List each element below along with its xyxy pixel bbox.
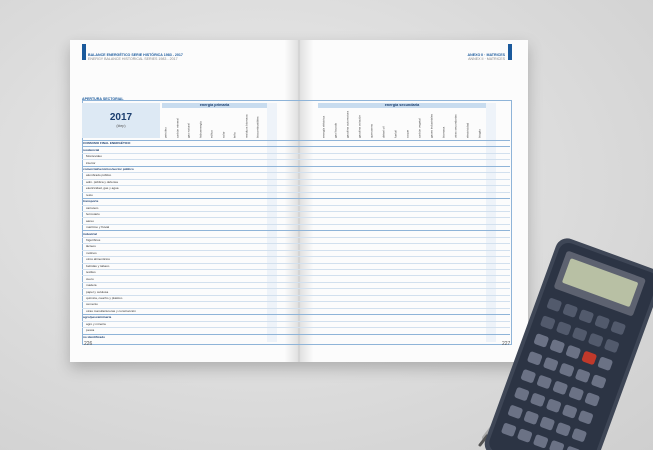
table-row-label: transporte xyxy=(83,199,99,204)
table-row-label: cemento xyxy=(86,302,98,307)
table-row-label: otros alimenticios xyxy=(86,257,110,262)
right-header-title: ANEXO II · MATRICES xyxy=(467,53,505,57)
unit-label: (ktep) xyxy=(116,124,126,128)
table-row-label: industrial xyxy=(83,231,97,236)
table-row-label: adm. pública y defensa xyxy=(86,179,118,184)
section-title: APERTURA SECTORIAL xyxy=(82,97,124,101)
table-row-label: textiles xyxy=(86,270,96,275)
primary-column-label: gas natural xyxy=(186,123,191,138)
secondary-column-label: energía eléctrica xyxy=(321,115,326,138)
table-row-label: lácteos xyxy=(86,244,96,249)
table-row-label: CONSUMO FINAL ENERGÉTICO xyxy=(83,141,131,146)
secondary-column-label: diésel oil xyxy=(381,126,386,138)
table-row-label: comercial/servicios/sector público xyxy=(83,167,134,171)
primary-column-label: solar xyxy=(221,131,225,138)
secondary-column-label: otras secundarias xyxy=(453,114,458,138)
table-row-label: pesca xyxy=(86,328,95,333)
secondary-column-label: fueloil xyxy=(393,130,398,138)
secondary-column-label: electricidad xyxy=(465,122,470,138)
primary-column-label: leña xyxy=(232,132,237,138)
table-row-label: Montevideo xyxy=(86,154,102,159)
right-header-subtitle: ANNEX II · MATRICES xyxy=(468,57,505,62)
table-row-label: alumbrado público xyxy=(86,173,112,178)
table-row-label: interior xyxy=(86,160,96,165)
primary-column-label: hidroenergía xyxy=(198,121,202,138)
table-row-label: agro y minería xyxy=(86,321,106,326)
table-row-label: cuero xyxy=(86,276,94,281)
left-header-subtitle: ENERGY BALANCE HISTORICAL SERIES 1983 - 2017 xyxy=(88,57,178,62)
group-primary-header: energía primaria xyxy=(162,103,267,108)
table-row-label: madera xyxy=(86,283,97,288)
table-row-label: agro/pesca/minería xyxy=(83,315,112,320)
table-row-label: marítimo y fluvial xyxy=(86,225,110,230)
table-row-label: electricidad, gas y agua xyxy=(86,186,119,191)
primary-column-label: biocombustibles xyxy=(255,116,260,138)
secondary-column-label: carbón vegetal xyxy=(417,118,422,138)
table-row-label: frigoríficos xyxy=(86,237,101,242)
secondary-column-label: gases industriales xyxy=(429,113,434,138)
page-number-right: 227 xyxy=(502,341,511,347)
year-label: 2017 xyxy=(109,112,133,123)
table-row-label: química, caucho y plástico xyxy=(86,296,123,300)
table-row-label: molinos xyxy=(86,250,97,255)
table-row-label: aéreo xyxy=(86,218,94,223)
table-row-label: otras manufactureras y construcción xyxy=(86,308,136,313)
table-row-label: bebidas y tabaco xyxy=(86,263,110,268)
left-header-title: BALANCE ENERGÉTICO SERIE HISTÓRICA 1983 - 2017 xyxy=(88,53,183,57)
secondary-column-label: biomasa xyxy=(441,126,446,138)
primary-column-label: eólica xyxy=(209,130,214,138)
secondary-column-label: coque xyxy=(405,129,410,138)
table-row-label: papel y celulosa xyxy=(86,289,109,294)
primary-column-label: residuos biomasa xyxy=(244,114,248,138)
secondary-column-label: biogás xyxy=(477,129,482,138)
secondary-column-label: gasolina automotora xyxy=(345,110,350,138)
page-number-left: 226 xyxy=(84,341,93,347)
table-row-label: resto xyxy=(86,192,93,197)
secondary-column-label: queroseno xyxy=(369,123,374,138)
calculator-body xyxy=(481,235,653,450)
primary-column-label: carbón mineral xyxy=(175,118,179,138)
secondary-column-label: gas licuado xyxy=(333,122,338,138)
table-row-label: residencial xyxy=(83,147,100,152)
group-secondary-header: energía secundaria xyxy=(318,103,486,108)
primary-column-label: petróleo xyxy=(163,127,168,138)
table-row-label: ferroviario xyxy=(86,212,100,217)
secondary-column-label: gasolina aviación xyxy=(357,114,362,138)
table-row-label: no identificado xyxy=(83,334,105,339)
table-row-label: carretero xyxy=(86,205,99,210)
